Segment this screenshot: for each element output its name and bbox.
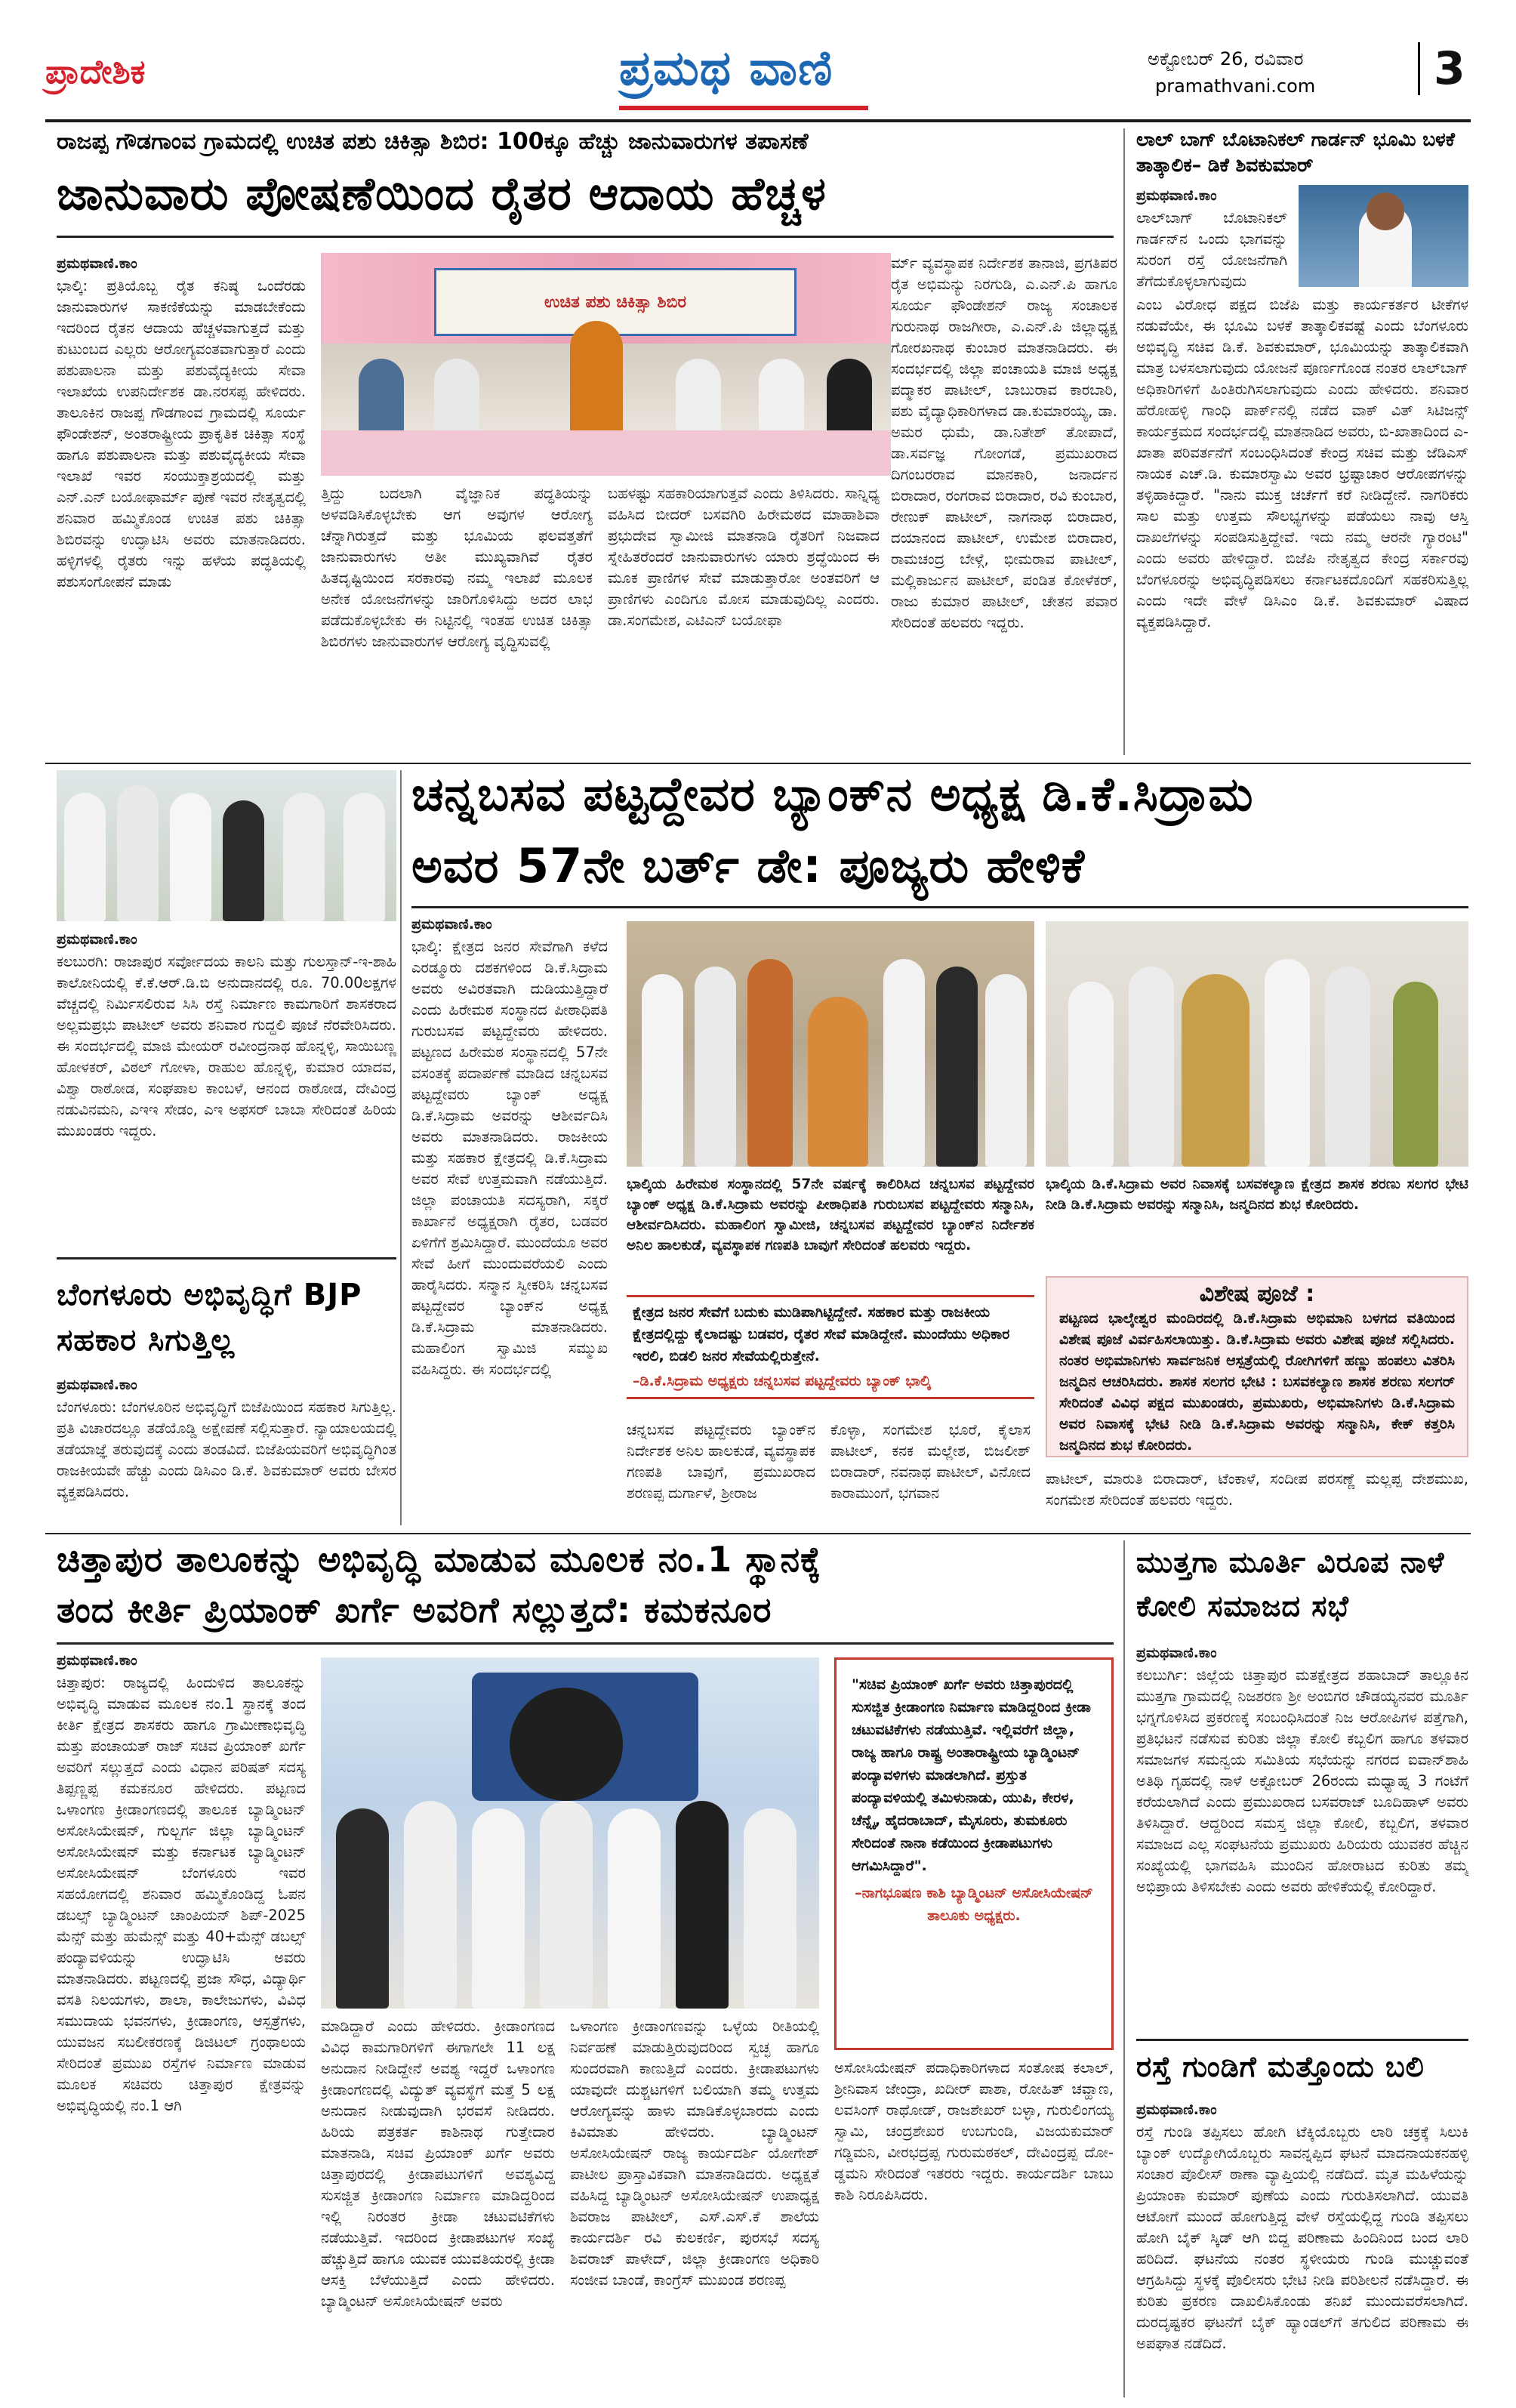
story2-byline: ಪ್ರಮಥವಾಣಿ.ಕಾಂ — [411, 916, 492, 933]
photo-person — [695, 967, 736, 1167]
section-rule — [45, 763, 1471, 764]
story1-photo — [321, 253, 891, 476]
kalaburagi-body — [57, 929, 396, 1253]
photo-person — [404, 1801, 457, 2009]
kalaburagi-byline: ಪ್ರಮಥವಾಣಿ.ಕಾಂ — [57, 931, 137, 948]
story3-col1 — [57, 1650, 306, 2397]
column-divider — [400, 770, 402, 1525]
photo-person — [540, 1801, 593, 2009]
story3-rule — [57, 1642, 1114, 1645]
story1-col4: ರ್ಮ್ ವ್ಯವಸ್ಥಾಪಕ ನಿರ್ದೇಶಕ ತಾನಾಜಿ, ಪ್ರಗತಿಪರ ರೈತ ಅಭಿಮನ್ಯು ನಿರಗುಡಿ, ಎ.ಎನ್.ಪಿ ಹಾಗೂ ಸೂರ್ಯ ಫೌಂಡೇಶನ್ ರಾಜ್ಯ ಸಂಚಾಲಕ ಗುರುನಾಥ ರಾಜಗೀರಾ, ಎ.ಎನ್.ಪಿ ಜಿಲ್ಲಾಧ್ಯಕ್ಷ ಗೋರಖನಾಥ ಕುಂಬಾರ ಮಾತನಾಡಿದರು. ಈ ಸಂದರ್ಭದಲ್ಲಿ ಜಿಲ್ಲಾ ಪಂಚಾಯತಿ ಮಾಜಿ ಅಧ್ಯಕ್ಷ ಪದ್ಮಾಕರ ಪಾಟೀಲ್, ಬಾಬುರಾವ ಕಾರಬಾರಿ, ಪಶು ವೈದ್ಯಾಧಿಕಾರಿಗಳಾದ ಡಾ.ಕುಮಾರಯ್ಯ, ಡಾ. ಅಮರ ಧುಮೆ, ಡಾ.ನಿತೇಶ್ ತೋಪಾದೆ, ಡಾ.ಸರ್ವಜ್ಞ ಗೋಂಗಡೆ, ಪ್ರಮುಖರಾದ ದಿಗಂಬರರಾವ ಮಾನಕಾರಿ, ಜನಾರ್ದನ ಬಿರಾದಾರ, ರಂಗರಾವ ಬಿರಾದಾರ, ರವಿ ಕುಂಬಾರ, ರೇಣುಕ್ ಪಾಟೀಲ್, ನಾಗನಾಥ ಬಿರಾದಾರ, ದಯಾನಂದ ಪಾಟೀಲ್, ಉಮೇಶ ಬಿರಾದಾರ, ರಾಮಚಂದ್ರ ಬೇಳ್ಗೆ, ಭೀಮರಾವ ಪಾಟೀಲ್, ಮಲ್ಲಿಕಾರ್ಜುನ ಪಾಟೀಲ್, ಪಂಡಿತ ಕೋಳೆಕರ್, ರಾಜು ಕುಮಾರ ಪಾಟೀಲ್, ಚೇತನ ಪವಾರ ಸೇರಿದಂತೆ ಹಲವರು ಇದ್ದರು. — [891, 254, 1117, 631]
story3-quote-box — [834, 1657, 1114, 2050]
story2-col3: ಕೊಳ್ಳಾ, ಸಂಗಮೇಶ ಭೂರೆ, ಕೈಲಾಸ ಪಾಟೀಲ್, ಕನಕ ಮಲ್ಲೇಶ, ಬಿಜಲೀಶ್ ಬಿರಾದಾರ್, ನವನಾಥ ಪಾಟೀಲ್, ವಿನೋದ ಕಾರಾಮುಂಗೆ, ಭಗವಾನ — [830, 1421, 1031, 1502]
photo-person — [883, 959, 925, 1167]
dks-lead-text: ಲಾಲ್‌ಬಾಗ್ ಬೊಟಾನಿಕಲ್ ಗಾರ್ಡನ್‌ನ ಒಂದು ಭಾಗವನ್ನು ಸುರಂಗ ರಸ್ತೆ ಯೋಜನೆಗಾಗಿ ತೆಗೆದುಕೊಳ್ಳಲಾಗುವುದು — [1136, 209, 1287, 290]
photo-person-head — [1367, 193, 1404, 230]
road-text: ರಸ್ತೆ ಗುಂಡಿ ತಪ್ಪಿಸಲು ಹೋಗಿ ಟೆಕ್ಕಿಯೊಬ್ಬರು ಲಾರಿ ಚಕ್ರಕ್ಕೆ ಸಿಲುಕಿ ಬ್ಯಾಂಕ್ ಉದ್ಯೋಗಿಯೊಬ್ಬರು ಸಾವನ್ನಪ್ಪಿದ ಘಟನೆ ಮಾದನಾಯಕನಹಳ್ಳಿ ಸಂಚಾರ ಪೊಲೀಸ್ ಠಾಣಾ ವ್ಯಾಪ್ತಿಯಲ್ಲಿ ನಡೆದಿದೆ. ಮೃತ ಮಹಿಳೆಯನ್ನು ಪ್ರಿಯಾಂಕಾ ಕುಮಾರ್ ಪುಣೆಯ ಎಂದು ಗುರುತಿಸಲಾಗಿದೆ. ಯುವತಿ ಆಟೋಗೆ ಮುಂದೆ ಹೋಗುತ್ತಿದ್ದ ವೇಳೆ ರಸ್ತೆಯಲ್ಲಿದ್ದ ಗುಂಡಿ ತಪ್ಪಿಸಲು ಹೋಗಿ ಬೈಕ್ ಸ್ಕಿಡ್ ಆಗಿ ಬಿದ್ದ ಪರಿಣಾಮ ಹಿಂದಿನಿಂದ ಬಂದ ಲಾರಿ ಹರಿದಿದೆ. ಘಟನೆಯ ನಂತರ ಸ್ಥಳೀಯರು ಗುಂಡಿ ಮುಚ್ಚುವಂತೆ ಆಗ್ರಹಿಸಿದ್ದು ಸ್ಥಳಕ್ಕೆ ಪೊಲೀಸರು ಭೇಟಿ ನೀಡಿ ಪರಿಶೀಲನೆ ನಡೆಸಿದ್ದಾರೆ. ಈ ಕುರಿತು ಪ್ರಕರಣ ದಾಖಲಿಸಿಕೊಂಡು ತನಿಖೆ ಮುಂದುವರೆಸಲಾಗಿದೆ. ದುರದೃಷ್ಟಕರ ಘಟನೆಗೆ ಬೈಕ್ ಹ್ಯಾಂಡಲ್‌ಗೆ ತಗುಲಿದ ಪರಿಣಾಮ ಈ ಅಪಘಾತ ನಡೆದಿದೆ. — [1136, 2123, 1468, 2352]
masthead — [45, 39, 1471, 115]
special-puja-box — [1046, 1276, 1468, 1457]
koli-text: ಕಲಬುರ್ಗಿ: ಜಿಲ್ಲೆಯ ಚಿತ್ತಾಪುರ ಮತಕ್ಷೇತ್ರದ ಶಹಾಬಾದ್ ತಾಲ್ಲೂಕಿನ ಮುತ್ತಗಾ ಗ್ರಾಮದಲ್ಲಿ ನಿಜಶರಣ ಶ್ರೀ ಅಂಬಿಗರ ಚೌಡಯ್ಯನವರ ಮೂರ್ತಿ ಭಗ್ನಗೊಳಿಸಿದ ಪ್ರಕರಣಕ್ಕೆ ಸಂಬಂಧಿಸಿದಂತೆ ನಿಜ ಆರೋಪಿಗಳ ಪತ್ತೆಗಾಗಿ, ಪ್ರತಿಭಟನೆ ನಡೆಸುವ ಕುರಿತು ಜಿಲ್ಲಾ ಕೋಲಿ ಕಬ್ಬಲಿಗ ಹಾಗೂ ತಳವಾರ ಸಮಾಜಗಳ ಸಮನ್ವಯ ಸಮಿತಿಯ ಸಭೆಯನ್ನು ನಗರದ ಐವಾನ್‌ಶಾಹಿ ಅತಿಥಿ ಗೃಹದಲ್ಲಿ ನಾಳೆ ಅಕ್ಟೋಬರ್ 26ರಂದು ಮಧ್ಯಾಹ್ನ 3 ಗಂಟೆಗೆ ಕರೆಯಲಾಗಿದೆ ಎಂದು ಪ್ರಮುಖರಾದ ಬಸವರಾಜ್ ಬೂದಿಹಾಳ್ ಅವರು ತಿಳಿಸಿದ್ದಾರೆ. ಆದ್ದರಿಂದ ಸಮಸ್ತ ಜಿಲ್ಲಾ ಕೋಲಿ, ಕಬ್ಬಲಿಗ, ತಳವಾರ ಸಮಾಜದ ಎಲ್ಲ ಸಂಘಟನೆಯ ಪ್ರಮುಖರು ಹಿರಿಯರು ಯುವಕರ ಹೆಚ್ಚಿನ ಸಂಖ್ಯೆಯಲ್ಲಿ ಭಾಗವಹಿಸಿ ಮುಂದಿನ ಹೋರಾಟದ ಕುರಿತು ತಮ್ಮ ಅಭಿಪ್ರಾಯ ತಿಳಿಸಬೇಕು ಎಂದು ಅವರು ಹೇಳಿಕೆಯಲ್ಲಿ ಕೋರಿದ್ದಾರೆ. — [1136, 1666, 1468, 1895]
photo-portrait — [510, 1688, 623, 1801]
dks-lead — [1136, 185, 1287, 294]
photo-person — [1265, 959, 1310, 1167]
photo-person — [642, 974, 683, 1167]
photo-person — [936, 967, 978, 1167]
story2-headline-2: ಅವರ 57ನೇ ಬರ್ತ್ ಡೇ: ಪೂಜ್ಯರು ಹೇಳಿಕೆ — [411, 838, 1086, 893]
bjp-body — [57, 1374, 396, 1525]
story2-quote-box — [627, 1295, 1034, 1399]
photo-person — [747, 959, 793, 1167]
dks-body: ಎಂಬ ವಿರೋಧ ಪಕ್ಷದ ಬಿಜೆಪಿ ಮತ್ತು ಕಾರ್ಯಕರ್ತರ ಟೀಕೆಗಳ ನಡುವೆಯೇ, ಈ ಭೂಮಿ ಬಳಕೆ ತಾತ್ಕಾಲಿಕವಷ್ಟೆ ಎಂದು ಬೆಂಗಳೂರು ಅಭಿವೃದ್ಧಿ ಸಚಿವ ಡಿ.ಕೆ. ಶಿವಕುಮಾರ್, ಭೂಮಿಯನ್ನು ತಾತ್ಕಾಲಿಕವಾಗಿ ಮಾತ್ರ ಬಳಸಲಾಗುವುದು ಯೋಜನೆ ಪೂರ್ಣಗೊಂಡ ನಂತರ ಲಾಲ್‌ಬಾಗ್ ಅಧಿಕಾರಿಗಳಿಗೆ ಹಿಂತಿರುಗಿಸಲಾಗುವುದು ಎಂದು ಹೇಳಿದರು. ಶನಿವಾರ ಹೆರೋಹಳ್ಳಿ ಗಾಂಧಿ ಪಾರ್ಕ್‌ನಲ್ಲಿ ನಡೆದ ವಾಕ್ ವಿತ್ ಸಿಟಿಜನ್ಸ್ ಕಾರ್ಯಕ್ರಮದ ಸಂದರ್ಭದಲ್ಲಿ ಮಾತನಾಡಿದ ಅವರು, ಬಿ-ಖಾತಾದಿಂದ ಎ-ಖಾತಾ ಪರಿವರ್ತನೆಗೆ ಸಂಬಂಧಿಸಿದಂತೆ ಕೇಂದ್ರ ಸಚಿವ ಮತ್ತು ಜೆಡಿಎಸ್ ನಾಯಕ ಎಚ್.ಡಿ. ಕುಮಾರಸ್ವಾಮಿ ಅವರ ಭ್ರಷ್ಟಾಚಾರ ಆರೋಪಗಳನ್ನು ತಳ್ಳಿಹಾಕಿದ್ದಾರೆ. "ನಾನು ಮುಕ್ತ ಚರ್ಚೆಗೆ ಕರೆ ನೀಡಿದ್ದೇನೆ. ನಾಗರಿಕರು ಸಾಲ ಮತ್ತು ಉತ್ತಮ ಸೌಲಭ್ಯಗಳನ್ನು ಪಡೆಯಲು ನಾವು ಆಸ್ತಿ ದಾಖಲೆಗಳನ್ನು ಸಂಪಡಿಸುತ್ತಿದ್ದೇವೆ. ಇದು ನಮ್ಮ ಆರನೇ ಗ್ಯಾರಂಟಿ" ಎಂದು ಅವರು ಹೇಳಿದ್ದಾರೆ. ಬಿಜೆಪಿ ನೇತೃತ್ವದ ಕೇಂದ್ರ ಸರ್ಕಾರವು ಬೆಂಗಳೂರನ್ನು ಅಭಿವೃದ್ಧಿಪಡಿಸಲು ಕರ್ನಾಟಕದೊಂದಿಗೆ ಸಹಕರಿಸುತ್ತಿಲ್ಲ ಎಂದು ಇದೇ ವೇಳೆ ಡಿಸಿಎಂ ಡಿ.ಕೆ. ಶಿವಕುಮಾರ್ ವಿಷಾದ ವ್ಯಕ್ತಪಡಿಸಿದ್ದಾರೆ. — [1136, 296, 1468, 631]
bjp-text: ಬೆಂಗಳೂರು: ಬೆಂಗಳೂರಿನ ಅಭಿವೃದ್ಧಿಗೆ ಬಿಜೆಪಿಯಿಂದ ಸಹಕಾರ ಸಿಗುತ್ತಿಲ್ಲ. ಪ್ರತಿ ವಿಚಾರದಲ್ಲೂ ತಡೆಯೊಡ್ಡಿ ಅಕ್ಷೇಪಣೆ ಸಲ್ಲಿಸುತ್ತಾರೆ. ನ್ಯಾಯಾಲಯದಲ್ಲಿ ತಡೆಯಾಜ್ಞೆ ತರುವುದಕ್ಕೆ ಎಂದು ತಂಡವಿದೆ. ಬಿಜೆಪಿಯವರಿಗೆ ಅಭಿವೃದ್ಧಿಗಿಂತ ರಾಜಕೀಯವೇ ಹೆಚ್ಚು ಎಂದು ಡಿಸಿಎಂ ಡಿ.ಕೆ. ಶಿವಕುಮಾರ್ ಅವರು ಬೇಸರ ವ್ಯಕ್ತಪಡಿಸಿದರು. — [57, 1398, 396, 1500]
story2-quote-text: ಕ್ಷೇತ್ರದ ಜನರ ಸೇವೆಗೆ ಬದುಕು ಮುಡಿಪಾಗಿಟ್ಟಿದ್ದೇನೆ. ಸಹಕಾರ ಮತ್ತು ರಾಜಕೀಯ ಕ್ಷೇತ್ರದಲ್ಲಿದ್ದು ಕೈಲಾದಷ್ಟು ಬಡವರ, ರೈತರ ಸೇವೆ ಮಾಡಿದ್ದೇನೆ. ಮುಂದೆಯು ಅಧಿಕಾರ ಇರಲಿ, ಬಿಡಲಿ ಜನರ ಸೇವೆಯಲ್ಲಿರುತ್ತೇನೆ. — [633, 1304, 1010, 1364]
story2-col4: ಪಾಟೀಲ್, ಮಾರುತಿ ಬಿರಾದಾರ್, ಟೆಂಕಾಳೆ, ಸಂದೀಪ ಪರಸಣ್ಣೆ ಮಲ್ಲಪ್ಪ ದೇಶಮುಖ, ಸಂಗಮೇಶ ಸೇರಿದಂತೆ ಹಲವರು ಇದ್ದರು. — [1046, 1470, 1468, 1509]
dks-byline: ಪ್ರಮಥವಾಣಿ.ಕಾಂ — [1136, 187, 1217, 204]
page-number: 3 — [1418, 42, 1465, 95]
section-label: ಪ್ರಾದೇಶಿಕ — [45, 53, 146, 91]
road-body — [1136, 2099, 1468, 2397]
story2-photo-2 — [1046, 921, 1468, 1167]
section-rule — [45, 1533, 1471, 1534]
road-byline: ಪ್ರಮಥವಾಣಿ.ಕಾಂ — [1136, 2101, 1217, 2118]
story2-photo-1-caption: ಭಾಲ್ಕಿಯ ಹಿರೇಮಠ ಸಂಸ್ಥಾನದಲ್ಲಿ 57ನೇ ವರ್ಷಕ್ಕೆ ಕಾಲಿರಿಸಿದ ಚನ್ನಬಸವ ಪಟ್ಟದ್ದೇವರ ಬ್ಯಾಂಕ್ ಅಧ್ಯಕ್ಷ ಡಿ.ಕೆ.ಸಿದ್ರಾಮ ಅವರನ್ನು ಪೀಠಾಧಿಪತಿ ಗುರುಬಸವ ಪಟ್ಟದ್ದೇವರು ಸನ್ಮಾನಿಸಿ, ಆಶೀರ್ವದಿಸಿದರು. ಮಹಾಲಿಂಗ ಸ್ವಾಮೀಜಿ, ಚನ್ನಬಸವ ಪಟ್ಟದ್ದೇವರ ಬ್ಯಾಂಕ್‌ನ ನಿರ್ದೇಶಕ ಅನಿಲ ಹಾಲಕುಡೆ, ವ್ಯವಸ್ಥಾಪಕ ಗಣಪತಿ ಬಾವುಗೆ ಸೇರಿದಂತೆ ಹಲವರು ಇದ್ದರು. — [627, 1176, 1034, 1253]
photo-person — [283, 793, 325, 921]
special-puja-title: ವಿಶೇಷ ಪೂಜೆ : — [1199, 1281, 1315, 1307]
story3-quote-text: "ಸಚಿವ ಪ್ರಿಯಾಂಕ್ ಖರ್ಗೆ ಅವರು ಚಿತ್ತಾಪುರದಲ್ಲಿ ಸುಸಜ್ಜಿತ ಕ್ರೀಡಾಂಗಣ ನಿರ್ಮಾಣ ಮಾಡಿದ್ದರಿಂದ ಕ್ರೀಡಾ ಚಟುವಟಿಕೆಗಳು ನಡೆಯುತ್ತಿವೆ. ಇಲ್ಲಿವರೆಗೆ ಜಿಲ್ಲಾ, ರಾಜ್ಯ ಹಾಗೂ ರಾಷ್ಟ್ರ ಅಂತಾರಾಷ್ಟ್ರೀಯ ಬ್ಯಾಡ್ಮಿಂಟನ್ ಪಂದ್ಯಾವಳಿಗಳು ಮಾಡಲಾಗಿದೆ. ಪ್ರಸ್ತುತ ಪಂದ್ಯಾವಳಿಯಲ್ಲಿ ತಮಿಳುನಾಡು, ಯುಪಿ, ಕೇರಳ, ಚೆನ್ನೈ, ಹೈದರಾಬಾದ್, ಮೈಸೂರು, ತುಮಕೂರು ಸೇರಿದಂತೆ ನಾನಾ ಕಡೆಯಿಂದ ಕ್ರೀಡಾಪಟುಗಳು ಆಗಮಿಸಿದ್ದಾರೆ". — [852, 1676, 1092, 1874]
column-divider — [1123, 1540, 1125, 2397]
bjp-byline: ಪ್ರಮಥವಾಣಿ.ಕಾಂ — [57, 1377, 137, 1393]
newspaper-title: ಪ್ರಮಥ ವಾಣಿ — [619, 41, 833, 97]
story2-photo-1 — [627, 921, 1034, 1167]
story2-col2: ಚನ್ನಬಸವ ಪಟ್ಟದ್ದೇವರು ಬ್ಯಾಂಕ್‌ನ ನಿರ್ದೇಶಕ ಅನಿಲ ಹಾಲಕುಡೆ, ವ್ಯವಸ್ಥಾಪಕ ಗಣಪತಿ ಬಾವುಗೆ, ಪ್ರಮುಖರಾದ ಶರಣಪ್ಪ ದುರ್ಗಾಳೆ, ಶ್ರೀರಾಜ — [627, 1421, 815, 1502]
story3-col2: ಮಾಡಿದ್ದಾರೆ ಎಂದು ಹೇಳಿದರು. ಕ್ರೀಡಾಂಗಣದ ವಿವಿಧ ಕಾಮಗಾರಿಗಳಿಗೆ ಈಗಾಗಲೇ 11 ಲಕ್ಷ ಅನುದಾನ ನೀಡಿದ್ದೇನೆ ಅವಶ್ಯ ಇದ್ದರೆ ಒಳಾಂಗಣ ಕ್ರೀಡಾಂಗಣದಲ್ಲಿ ವಿದ್ಯುತ್ ವ್ಯವಸ್ಥೆಗೆ ಮತ್ತೆ 5 ಲಕ್ಷ ಅನುದಾನ ನೀಡುವುದಾಗಿ ಭರವಸೆ ನೀಡಿದರು. ಹಿರಿಯ ಪತ್ರಕರ್ತ ಕಾಶಿನಾಥ ಗುತ್ತೇದಾರ ಮಾತನಾಡಿ, ಸಚಿವ ಪ್ರಿಯಾಂಕ್ ಖರ್ಗೆ ಅವರು ಚಿತ್ತಾಪುರದಲ್ಲಿ ಕ್ರೀಡಾಪಟುಗಳಿಗೆ ಅವಶ್ಯವಿದ್ದ ಸುಸಜ್ಜಿತ ಕ್ರೀಡಾಂಗಣ ನಿರ್ಮಾಣ ಮಾಡಿದ್ದರಿಂದ ಇಲ್ಲಿ ನಿರಂತರ ಕ್ರೀಡಾ ಚಟುವಟಿಕೆಗಳು ನಡೆಯುತ್ತಿವೆ. ಇದರಿಂದ ಕ್ರೀಡಾಪಟುಗಳ ಸಂಖ್ಯೆ ಹೆಚ್ಚುತ್ತಿದೆ ಹಾಗೂ ಯುವಕ ಯುವತಿಯರಲ್ಲಿ ಕ್ರೀಡಾ ಆಸಕ್ತಿ ಬೆಳೆಯುತ್ತಿದೆ ಎಂದು ಹೇಳಿದರು. ಬ್ಯಾಡ್ಮಿಂಟನ್ ಅಸೋಸಿಯೇಷನ್ ಅವರು — [321, 2018, 555, 2310]
column-divider — [1123, 128, 1125, 755]
story1-col2: ತ್ತಿದ್ದು ಬದಲಾಗಿ ವೈಜ್ಞಾನಿಕ ಪದ್ಧತಿಯನ್ನು ಅಳವಡಿಸಿಕೊಳ್ಳಬೇಕು ಆಗ ಅವುಗಳ ಆರೋಗ್ಯ ಚೆನ್ನಾಗಿರುತ್ತದೆ ಮತ್ತು ಭೂಮಿಯ ಫಲವತ್ತತೆಗೆ ಜಾನುವಾರುಗಳು ಅತೀ ಮುಖ್ಯವಾಗಿವೆ ರೈತರ ಹಿತದೃಷ್ಟಿಯಿಂದ ಸರಕಾರವು ನಮ್ಮ ಇಲಾಖೆ ಮೂಲಕ ಅನೇಕ ಯೋಜನೆಗಳನ್ನು ಜಾರಿಗೊಳಿಸಿದ್ದು ಅದರ ಲಾಭ ಪಡೆದುಕೊಳ್ಳಬೇಕು ಈ ನಿಟ್ಟಿನಲ್ಲಿ ಇಂತಹ ಉಚಿತ ಚಿಕಿತ್ಸಾ ಶಿಬಿರಗಳು ಜಾನುವಾರುಗಳ ಆರೋಗ್ಯ ವೃದ್ಧಿಸುವಲ್ಲಿ — [321, 485, 593, 650]
koli-byline: ಪ್ರಮಥವಾಣಿ.ಕಾಂ — [1136, 1645, 1217, 1661]
story3-headline-1: ಚಿತ್ತಾಪುರ ತಾಲೂಕನ್ನು ಅಭಿವೃದ್ಧಿ ಮಾಡುವ ಮೂಲಕ ನಂ.1 ಸ್ಥಾನಕ್ಕೆ — [57, 1539, 821, 1580]
photo-person — [676, 1801, 729, 2009]
special-puja-body: ಪಟ್ಟಣದ ಭಾಲ್ಕೇಶ್ವರ ಮಂದಿರದಲ್ಲಿ ಡಿ.ಕೆ.ಸಿದ್ರಾಮ ಅಭಿಮಾನಿ ಬಳಗದ ವತಿಯಿಂದ ವಿಶೇಷ ಪೂಜೆ ವಿರ್ವಹಿಸಲಾಯಿತ್ತು. ಡಿ.ಕೆ.ಸಿದ್ರಾಮ ಅವರು ವಿಶೇಷ ಪೂಜೆ ಸಲ್ಲಿಸಿದರು. ನಂತರ ಅಭಿಮಾನಿಗಳು ಸಾರ್ವಜನಿಕ ಆಸ್ಪತ್ರೆಯಲ್ಲಿ ರೋಗಿಗಳಿಗೆ ಹಣ್ಣು ಹಂಪಲು ವಿತರಿಸಿ ಜನ್ಮದಿನ ಆಚರಿಸಿದರು. ಶಾಸಕ ಸಲಗರ ಭೇಟಿ : ಬಸವಕಲ್ಯಾಣ ಶಾಸಕ ಶರಣು ಸಲಗರ್ ಸೇರಿದಂತೆ ವಿವಿಧ ಪಕ್ಷದ ಮುಖಂಡರು, ಪ್ರಮುಖರು, ಅಭಿಮಾನಿಗಳು ಡಿ.ಕೆ.ಸಿದ್ರಾಮ ಅವರ ನಿವಾಸಕ್ಕೆ ಭೇಟಿ ನೀಡಿ ಡಿ.ಕೆ.ಸಿದ್ರಾಮ ಅವರನ್ನು ಸನ್ಮಾನಿಸಿ, ಕೇಕ್ ಕತ್ತರಿಸಿ ಜನ್ಮದಿನದ ಶುಭ ಕೋರಿದರು. — [1059, 1310, 1455, 1454]
road-headline: ರಸ್ತೆ ಗುಂಡಿಗೆ ಮತ್ತೊಂದು ಬಲಿ — [1136, 2050, 1425, 2083]
kalaburagi-photo — [57, 770, 396, 921]
website-link[interactable]: pramathvani.com — [1155, 76, 1316, 97]
story1-byline: ಪ್ರಮಥವಾಣಿ.ಕಾಂ — [57, 255, 137, 272]
story1-kicker: ರಾಜಪ್ಪ ಗೌಡಗಾಂವ ಗ್ರಾಮದಲ್ಲಿ ಉಚಿತ ಪಶು ಚಿಕಿತ್ಸಾ ಶಿಬಿರ: 100ಕ್ಕೂ ಹೆಚ್ಚು ಜಾನುವಾರುಗಳ ತಪಾಸಣೆ — [57, 128, 809, 155]
story3-col1-text: ಚಿತ್ತಾಪುರ: ರಾಜ್ಯದಲ್ಲಿ ಹಿಂದುಳಿದ ತಾಲೂಕನ್ನು ಅಭಿವೃದ್ಧಿ ಮಾಡುವ ಮೂಲಕ ನಂ.1 ಸ್ಥಾನಕ್ಕೆ ತಂದ ಕೀರ್ತಿ ಕ್ಷೇತ್ರದ ಶಾಸಕರು ಹಾಗೂ ಗ್ರಾಮೀಣಾಭಿವೃದ್ಧಿ ಮತ್ತು ಪಂಚಾಯತ್ ರಾಜ್ ಸಚಿವ ಪ್ರಿಯಾಂಕ್ ಖರ್ಗೆ ಅವರಿಗೆ ಸಲ್ಲುತ್ತದೆ ಎಂದು ವಿಧಾನ ಪರಿಷತ್ ಸದಸ್ಯ ತಿಪ್ಪಣ್ಣಪ್ಪ ಕಮಕನೂರ ಹೇಳಿದರು. ಪಟ್ಟಣದ ಒಳಾಂಗಣ ಕ್ರೀಡಾಂಗಣದಲ್ಲಿ ತಾಲೂಕ ಬ್ಯಾಡ್ಮಿಂಟನ್ ಅಸೋಸಿಯೇಷನ್, ಗುಲ್ಬರ್ಗ ಜಿಲ್ಲಾ ಬ್ಯಾಡ್ಮಿಂಟನ್ ಅಸೋಸಿಯೇಷನ್ ಮತ್ತು ಕರ್ನಾಟಕ ಬ್ಯಾಡ್ಮಿಂಟನ್ ಅಸೋಸಿಯೇಷನ್ ಬೆಂಗಳೂರು ಇವರ ಸಹಯೋಗದಲ್ಲಿ ಶನಿವಾರ ಹಮ್ಮಿಕೊಂಡಿದ್ದ ಓಪನ ಡಬಲ್ಸ್ ಬ್ಯಾಡ್ಮಿಂಟನ್ ಚಾಂಪಿಯನ್ ಶಿಪ್-2025 ಮೆನ್ಸ್ ಮತ್ತು ಹುಮೆನ್ಸ್ ಮತ್ತು 40+ಮೆನ್ಸ್ ಡಬಲ್ಸ್ ಪಂದ್ಯಾವಳಿಯನ್ನು ಉದ್ಘಾಟಿಸಿ ಅವರು ಮಾತನಾಡಿದರು. ಪಟ್ಟಣದಲ್ಲಿ ಪ್ರಜಾ ಸೌಧ, ವಿದ್ಯಾರ್ಥಿ ವಸತಿ ನಿಲಯಗಳು, ಶಾಲಾ, ಕಾಲೇಜುಗಳು, ವಿವಿಧ ಸಮುದಾಯ ಭವನಗಳು, ಕ್ರೀಡಾಂಗಣ, ಆಸ್ಪತ್ರೆಗಳು, ಯುವಜನ ಸಬಲೀಕರಣಕ್ಕೆ ಡಿಜಿಟಲ್ ಗ್ರಂಥಾಲಯ ಸೇರಿದಂತೆ ಪ್ರಮುಖ ರಸ್ತೆಗಳ ನಿರ್ಮಾಣ ಮಾಡುವ ಮೂಲಕ ಸಚಿವರು ಚಿತ್ತಾಪುರ ಕ್ಷೇತ್ರವನ್ನು ಅಭಿವೃದ್ಧಿಯಲ್ಲಿ ನಂ.1 ಆಗಿ — [57, 1674, 306, 2114]
photo-person — [170, 793, 211, 921]
photo-person — [117, 785, 159, 921]
photo-table — [321, 430, 891, 476]
story2-col1-text: ಭಾಲ್ಕಿ: ಕ್ಷೇತ್ರದ ಜನರ ಸೇವೆಗಾಗಿ ಕಳೆದ ಎರಡ್ಮೂರು ದಶಕಗಳಿಂದ ಡಿ.ಕೆ.ಸಿದ್ರಾಮ ಅವರು ಅವಿರತವಾಗಿ ದುಡಿಯುತ್ತಿದ್ದಾರೆ ಎಂದು ಹಿರೇಮಠ ಸಂಸ್ಥಾನದ ಪೀಠಾಧಿಪತಿ ಗುರುಬಸವ ಪಟ್ಟದ್ದೇವರು ಹೇಳಿದರು. ಪಟ್ಟಣದ ಹಿರೇಮಠ ಸಂಸ್ಥಾನದಲ್ಲಿ 57ನೇ ವಸಂತಕ್ಕೆ ಪದಾರ್ಪಣೆ ಮಾಡಿದ ಚನ್ನಬಸವ ಪಟ್ಟದ್ದೇವರು ಬ್ಯಾಂಕ್ ಅಧ್ಯಕ್ಷ ಡಿ.ಕೆ.ಸಿದ್ರಾಮ ಅವರನ್ನು ಆಶೀರ್ವದಿಸಿ ಅವರು ಮಾತನಾಡಿದರು. ರಾಜಕೀಯ ಮತ್ತು ಸಹಕಾರ ಕ್ಷೇತ್ರದಲ್ಲಿ ಡಿ.ಕೆ.ಸಿದ್ರಾಮ ಅವರ ಸೇವೆ ಉತ್ತಮವಾಗಿ ನಡೆಯುತ್ತಿದೆ. ಜಿಲ್ಲಾ ಪಂಚಾಯತಿ ಸದಸ್ಯರಾಗಿ, ಸಕ್ಕರೆ ಕಾರ್ಖಾನೆ ಅಧ್ಯಕ್ಷರಾಗಿ ರೈತರ, ಬಡವರ ಏಳಿಗೆಗೆ ಶ್ರಮಿಸಿದ್ದಾರೆ. ಮುಂದೆಯೂ ಅವರ ಸೇವೆ ಹೀಗೆ ಮುಂದುವರೆಯಲಿ ಎಂದು ಹಾರೈಸಿದರು. ಸನ್ಮಾನ ಸ್ವೀಕರಿಸಿ ಚನ್ನಬಸವ ಪಟ್ಟದ್ದೇವರ ಬ್ಯಾಂಕ್‌ನ ಅಧ್ಯಕ್ಷ ಡಿ.ಕೆ.ಸಿದ್ರಾಮ ಮಾತನಾಡಿದರು. ಮಹಾಲಿಂಗ ಸ್ವಾಮಿಜಿ ಸಮ್ಮುಖ ವಹಿಸಿದ್ದರು. ಈ ಸಂದರ್ಭದಲ್ಲಿ — [411, 938, 608, 1378]
photo-person — [1393, 982, 1438, 1167]
story2-headline-1: ಚನ್ನಬಸವ ಪಟ್ಟದ್ದೇವರ ಬ್ಯಾಂಕ್‌ನ ಅಧ್ಯಕ್ಷ ಡಿ.ಕೆ.ಸಿದ್ರಾಮ — [411, 766, 1254, 822]
kalaburagi-text: ಕಲಬುರಗಿ: ರಾಜಾಪುರ ಸರ್ವೋದಯ ಕಾಲನಿ ಮತ್ತು ಗುಲಸ್ತಾನ್-ಇ-ಶಾಹಿ ಕಾಲೋನಿಯಲ್ಲಿ ಕೆ.ಕೆ.ಆರ್.ಡಿ.ಬಿ ಅನುದಾನದಲ್ಲಿ ರೂ. 70.00ಲಕ್ಷಗಳ ವೆಚ್ಚದಲ್ಲಿ ನಿರ್ಮಿಸಲಿರುವ ಸಿಸಿ ರಸ್ತೆ ನಿರ್ಮಾಣ ಕಾಮಗಾರಿಗೆ ಶಾಸಕರಾದ ಅಲ್ಲಮಪ್ರಭು ಪಾಟೀಲ್ ಅವರು ಶನಿವಾರ ಗುದ್ದಲಿ ಪೂಜೆ ನೆರವೇರಿಸಿದರು. ಈ ಸಂದರ್ಭದಲ್ಲಿ ಮಾಜಿ ಮೇಯರ್ ರವೀಂದ್ರನಾಥ ಹೊನ್ನಳ್ಳಿ, ಸಾಯಿಬಣ್ಣ ಹೋಳಕರ್, ವಿಠಲ್ ಗೋಳಾ, ರಾಹುಲ ಹೊನ್ನಳ್ಳಿ, ಕುಮಾರ ಯಾದವ, ವಿಶ್ವಾ ರಾಠೋಡ, ಸಂಘಪಾಲ ಕಾಂಬಳೆ, ಆನಂದ ರಾಠೋಡ, ದೇವಿಂದ್ರ ನಡುವಿನಮನಿ, ಎಇಇ ಸೇಡಂ, ಎಇ ಅಫಸರ್ ಬಾಬಾ ಸೇರಿದಂತೆ ಹಿರಿಯ ಮುಖಂಡರು ಇದ್ದರು. — [57, 953, 396, 1139]
story3-col4: ಅಸೋಸಿಯೇಷನ್ ಪದಾಧಿಕಾರಿಗಳಾದ ಸಂತೋಷ ಕಲಾಲ್, ಶ್ರೀನಿವಾಸ ಜೇಂದ್ರಾ, ಖದೀರ್ ಪಾಶಾ, ರೋಹಿತ್ ಚವ್ಹಾಣ, ಲವಸಿಂಗ್ ರಾಥೋಡ್, ರಾಜಶೇಖರ್ ಬಳ್ಳಾ, ಗುರುಲಿಂಗಯ್ಯ ಸ್ವಾಮಿ, ಚಂದ್ರಶೇಖರ ಉಬಗುಂಡಿ, ವಿಜಯಕುಮಾರ್ ಗಡ್ಡಿಮನಿ, ವೀರಭದ್ರಪ್ಪ ಗುರುಮಠಕಲ್, ದೇವಿಂದ್ರಪ್ಪ ದೋ-ಡ್ಡಮನಿ ಸೇರಿದಂತೆ ಇತರರು ಇದ್ದರು. ಕಾರ್ಯದರ್ಶಿ ಬಾಬು ಕಾಶಿ ನಿರೂಪಿಸಿದರು. — [834, 2059, 1114, 2203]
bjp-headline: ಬೆಂಗಳೂರು ಅಭಿವೃದ್ಧಿಗೆ BJP ಸಹಕಾರ ಸಿಗುತ್ತಿಲ್ಲ — [57, 1278, 362, 1358]
story3-headline-2: ತಂದ ಕೀರ್ತಿ ಪ್ರಿಯಾಂಕ್ ಖರ್ಗೆ ಅವರಿಗೆ ಸಲ್ಲುತ್ತದೆ: ಕಮಕನೂರ — [57, 1589, 772, 1630]
story3-quote-attribution: –ನಾಗಭೂಷಣ ಕಾಶಿ ಬ್ಯಾಡ್ಮಿಂಟನ್ ಅಸೋಸಿಯೇಷನ್ ತಾಲೂಕು ಅಧ್ಯಕ್ಷರು. — [855, 1885, 1093, 1924]
photo-person — [744, 1808, 797, 2009]
story1-col1-text: ಭಾಲ್ಕಿ: ಪ್ರತಿಯೊಬ್ಬ ರೈತ ಕನಿಷ್ಠ ಒಂದೆರಡು ಜಾನುವಾರುಗಳ ಸಾಕಣಿಕೆಯನ್ನು ಮಾಡಬೇಕೆಂದು ಇದರಿಂದ ರೈತನ ಆದಾಯ ಹೆಚ್ಚಳವಾಗುತ್ತದೆ ಮತ್ತು ಕುಟುಂಬದ ಎಲ್ಲರು ಆರೋಗ್ಯವಂತವಾಗುತ್ತಾರೆ ಎಂದು ಪಶುಪಾಲನಾ ಮತ್ತು ಪಶುವೈದ್ಯಕೀಯ ಸೇವಾ ಇಲಾಖೆಯ ಉಪನಿರ್ದೇಶಕ ಡಾ.ನರಸಪ್ಪ ಹೇಳಿದರು. ತಾಲೂಕಿನ ರಾಜಪ್ಪ ಗೌಡಗಾಂವ ಗ್ರಾಮದಲ್ಲಿ ಸೂರ್ಯ ಫೌಂಡೇಶನ್, ಅಂತರಾಷ್ಟ್ರೀಯ ಪ್ರಾಕೃತಿಕ ಚಿಕಿತ್ಸಾ ಸಂಸ್ಥೆ ಹಾಗೂ ಪಶುಪಾಲನಾ ಮತ್ತು ಪಶುವೈದ್ಯಕೀಯ ಸೇವಾ ಇಲಾಖೆ ಇವರ ಸಂಯುಕ್ತಾಶ್ರಯದಲ್ಲಿ ಮತ್ತು ಎನ್.ಎನ್ ಬಯೋಫಾರ್ಮ್ ಪುಣೆ ಇವರ ನೇತೃತ್ವದಲ್ಲಿ ಶನಿವಾರ ಹಮ್ಮಿಕೊಂಡ ಉಚಿತ ಪಶು ಚಿಕಿತ್ಸಾ ಶಿಬಿರವನ್ನು ಉದ್ಘಾಟಿಸಿ ಅವರು ಮಾತನಾಡಿದರು. ಹಳ್ಳಿಗಳಲ್ಲಿ ರೈತರು ಇನ್ನು ಹಳೆಯ ಪದ್ಧತಿಯಲ್ಲಿ ಪಶುಸಂಗೋಪನೆ ಮಾಡು — [57, 277, 306, 590]
photo-person — [344, 793, 385, 921]
photo-person — [1129, 967, 1174, 1167]
photo-person — [808, 997, 868, 1167]
photo-person — [985, 974, 1027, 1167]
photo-person — [472, 1808, 525, 2009]
photo-person — [64, 793, 106, 921]
masthead-underline — [619, 106, 868, 110]
story1-rule — [57, 236, 1114, 238]
story3-byline: ಪ್ರಮಥವಾಣಿ.ಕಾಂ — [57, 1652, 137, 1669]
koli-headline: ಮುತ್ತಗಾ ಮೂರ್ತಿ ವಿರೂಪ ನಾಳೆ ಕೋಲಿ ಸಮಾಜದ ಸಭೆ — [1136, 1546, 1445, 1623]
photo-person — [1068, 982, 1114, 1167]
story3-col3: ಒಳಾಂಗಣ ಕ್ರೀಡಾಂಗಣವನ್ನು ಒಳ್ಳೆಯ ರೀತಿಯಲ್ಲಿ ನಿರ್ವಹಣೆ ಮಾಡುತ್ತಿರುವುದರಿಂದ ಸ್ವಚ್ಛ ಹಾಗೂ ಸುಂದರವಾಗಿ ಕಾಣುತ್ತಿದೆ ಎಂದರು. ಕ್ರೀಡಾಪಟುಗಳು ಯಾವುದೇ ದುಶ್ಚಟಗಳಿಗೆ ಬಲಿಯಾಗಿ ತಮ್ಮ ಉತ್ತಮ ಆರೋಗ್ಯವನ್ನು ಹಾಳು ಮಾಡಿಕೊಳ್ಳಬಾರದು ಎಂದು ಕಿವಿಮಾತು ಹೇಳಿದರು. ಬ್ಯಾಡ್ಮಿಂಟನ್ ಅಸೋಸಿಯೇಷನ್ ರಾಜ್ಯ ಕಾರ್ಯದರ್ಶಿ ಯೋಗೇಶ್ ಪಾಟೀಲ ಪ್ರಾಸ್ತಾವಿಕವಾಗಿ ಮಾತನಾಡಿದರು. ಅಧ್ಯಕ್ಷತೆ ವಹಿಸಿದ್ದ ಬ್ಯಾಡ್ಮಿಂಟನ್ ಅಸೋಸಿಯೇಷನ್ ಉಪಾಧ್ಯಕ್ಷ ಶಿವರಾಜ ಪಾಟೀಲ್, ಎಸ್.ಎಸ್.ಕೆ ಶಾಲೆಯ ಕಾರ್ಯದರ್ಶಿ ರವಿ ಕುಲಕರ್ಣಿ, ಪುರಸಭೆ ಸದಸ್ಯ ಶಿವರಾಜ್ ಪಾಳೇದ್, ಜಿಲ್ಲಾ ಕ್ರೀಡಾಂಗಣ ಅಧಿಕಾರಿ ಸಂಜೀವ ಬಾಂಡೆ, ಕಾಂಗ್ರೆಸ್ ಮುಖಂಡ ಶರಣಪ್ಪ — [570, 2018, 819, 2289]
photo-banner-text: ಉಚಿತ ಪಶು ಚಿಕಿತ್ಸಾ ಶಿಬಿರ — [544, 293, 687, 312]
photo-person-garland — [1182, 974, 1249, 1167]
story3-photo — [321, 1657, 819, 2009]
photo-person — [1325, 967, 1370, 1167]
story1-col1 — [57, 253, 306, 706]
story2-rule — [411, 906, 1468, 908]
issue-date: ಅಕ್ಟೋಬರ್ 26, ರವಿವಾರ — [1148, 48, 1304, 69]
dks-photo — [1299, 185, 1468, 287]
story1-headline: ಜಾನುವಾರು ಪೋಷಣೆಯಿಂದ ರೈತರ ಆದಾಯ ಹೆಚ್ಚಳ — [57, 168, 827, 220]
photo-person — [608, 1808, 661, 2009]
story2-photo-2-caption: ಭಾಲ್ಕಿಯ ಡಿ.ಕೆ.ಸಿದ್ರಾಮ ಅವರ ನಿವಾಸಕ್ಕೆ ಬಸವಕಲ್ಯಾಣ ಕ್ಷೇತ್ರದ ಶಾಸಕ ಶರಣು ಸಲಗರ ಭೇಟಿ ನೀಡಿ ಡಿ.ಕೆ.ಸಿದ್ರಾಮ ಅವರನ್ನು ಸನ್ಮಾನಿಸಿ, ಜನ್ಮದಿನದ ಶುಭ ಕೋರಿದರು. — [1046, 1176, 1468, 1213]
photo-person — [223, 800, 264, 921]
story-rule — [1136, 2039, 1468, 2041]
story2-col1 — [411, 914, 608, 1525]
story-rule — [57, 1257, 396, 1259]
photo-person — [336, 1808, 389, 2009]
koli-body — [1136, 1642, 1468, 2031]
dks-headline: ಲಾಲ್ ಬಾಗ್ ಬೊಟಾನಿಕಲ್ ಗಾರ್ಡನ್ ಭೂಮಿ ಬಳಕೆ ತಾತ್ಕಾಲಿಕ– ಡಿಕೆ ಶಿವಕುಮಾರ್ — [1136, 128, 1455, 176]
photo-banner — [434, 268, 797, 336]
masthead-rule — [45, 119, 1471, 122]
story2-quote-attribution: –ಡಿ.ಕೆ.ಸಿದ್ರಾಮ ಅಧ್ಯಕ್ಷರು ಚನ್ನಬಸವ ಪಟ್ಟದ್ದೇವರು ಬ್ಯಾಂಕ್ ಭಾಲ್ಕಿ — [633, 1373, 931, 1389]
story1-col3: ಬಹಳಷ್ಟು ಸಹಕಾರಿಯಾಗುತ್ತವೆ ಎಂದು ತಿಳಿಸಿದರು. ಸಾನ್ನಿಧ್ಯ ವಹಿಸಿದ ಬೀದರ್ ಬಸವಗಿರಿ ಹಿರೇಮಠದ ಮಾಹಾಶಿವಾ ಪ್ರಭುದೇವ ಸ್ವಾಮೀಜಿ ಮಾತನಾಡಿ ರೈತರಿಗೆ ನಿಜವಾದ ಸ್ನೇಹಿತರೆಂದರೆ ಜಾನುವಾರುಗಳು ಯಾರು ಶ್ರದ್ಧೆಯಿಂದ ಈ ಮೂಕ ಪ್ರಾಣಿಗಳ ಸೇವೆ ಮಾಡುತ್ತಾರೋ ಅಂತವರಿಗೆ ಆ ಪ್ರಾಣಿಗಳು ಎಂದಿಗೂ ಮೋಸ ಮಾಡುವುದಿಲ್ಲ ಎಂದರು. ಡಾ.ಸಂಗಮೇಶ, ಎಟಿಎನ್ ಬಯೋಫಾ — [608, 485, 880, 629]
